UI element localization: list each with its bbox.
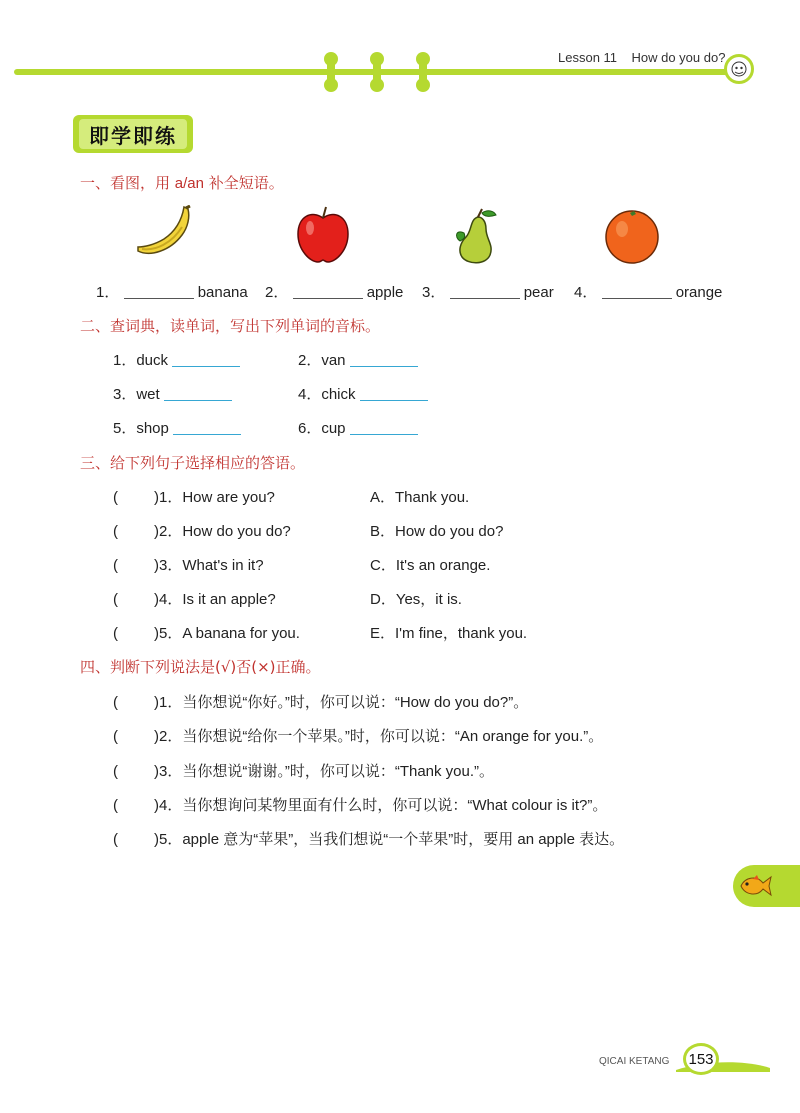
answer-blank[interactable] [602,298,672,299]
answer-blank[interactable] [293,298,363,299]
apple-icon [294,204,352,266]
part3-question: ( )2．How do you do? [113,523,291,540]
fish-icon [737,871,773,901]
banana-icon [132,205,196,265]
answer-blank[interactable] [164,400,232,401]
part1-item: 3． pear [422,284,554,301]
answer-blank[interactable] [173,434,241,435]
part4-statement: ( )5．apple 意为“苹果”，当我们想说“一个苹果”时，要用 an apple 表达。 [113,831,625,848]
lesson-label: Lesson 11 [558,50,618,65]
footer-label: QICAI KETANG [599,1056,670,1067]
pear-icon [452,207,498,265]
orange-icon [602,205,662,265]
header-knob [373,54,381,90]
part1-heading: 一、看图，用 a/an 补全短语。 [80,174,284,192]
part4-statement: ( )2．当你想说“给你一个苹果。”时，你可以说：“An orange for you.”。 [113,728,604,745]
cartoon-icon [727,57,751,81]
header-knob [327,54,335,90]
part3-answer: E．I'm fine，thank you. [370,625,528,642]
part3-answer: A．Thank you. [370,489,470,506]
section-title: 即学即练 [79,119,187,149]
part2-item: 3．wet [113,383,232,404]
side-tab [733,865,800,907]
part3-question: ( )4．Is it an apple? [113,591,276,608]
answer-blank[interactable] [450,298,520,299]
part2-item: 4．chick [298,383,428,404]
part3-question: ( )3．What's in it? [113,557,264,574]
part2-item: 2．van [298,349,418,370]
header-lesson-title [558,50,725,65]
part4-statement: ( )1．当你想说“你好。”时，你可以说：“How do you do?”。 [113,694,529,711]
part2-item: 5．shop [113,417,241,438]
answer-blank[interactable] [172,366,240,367]
part1-item: 2． apple [265,284,404,301]
answer-blank[interactable] [350,434,418,435]
part4-heading: 四、判断下列说法是(√)否(×)正确。 [80,658,321,676]
part3-answer: C．It's an orange. [370,557,491,574]
part3-question: ( )1．How are you? [113,489,275,506]
lesson-title: How do you do? [631,50,726,65]
page-number: 153 [683,1043,719,1075]
part4-statement: ( )3．当你想说“谢谢。”时，你可以说：“Thank you.”。 [113,763,495,780]
part3-answer: D．Yes，it is. [370,591,462,608]
part2-item: 1．duck [113,349,240,370]
answer-blank[interactable] [350,366,418,367]
part4-statement: ( )4．当你想询问某物里面有什么时，你可以说：“What colour is it?”。 [113,797,608,814]
part3-answer: B．How do you do? [370,523,504,540]
part2-item: 6．cup [298,417,418,438]
answer-blank[interactable] [360,400,428,401]
part1-item: 4． orange [574,284,723,301]
header-badge [724,54,754,84]
part2-heading: 二、查词典，读单词，写出下列单词的音标。 [80,317,381,335]
part1-item: 1． banana [96,284,248,301]
part3-question: ( )5．A banana for you. [113,625,300,642]
part3-heading: 三、给下列句子选择相应的答语。 [80,454,306,472]
answer-blank[interactable] [124,298,194,299]
header-knob [419,54,427,90]
